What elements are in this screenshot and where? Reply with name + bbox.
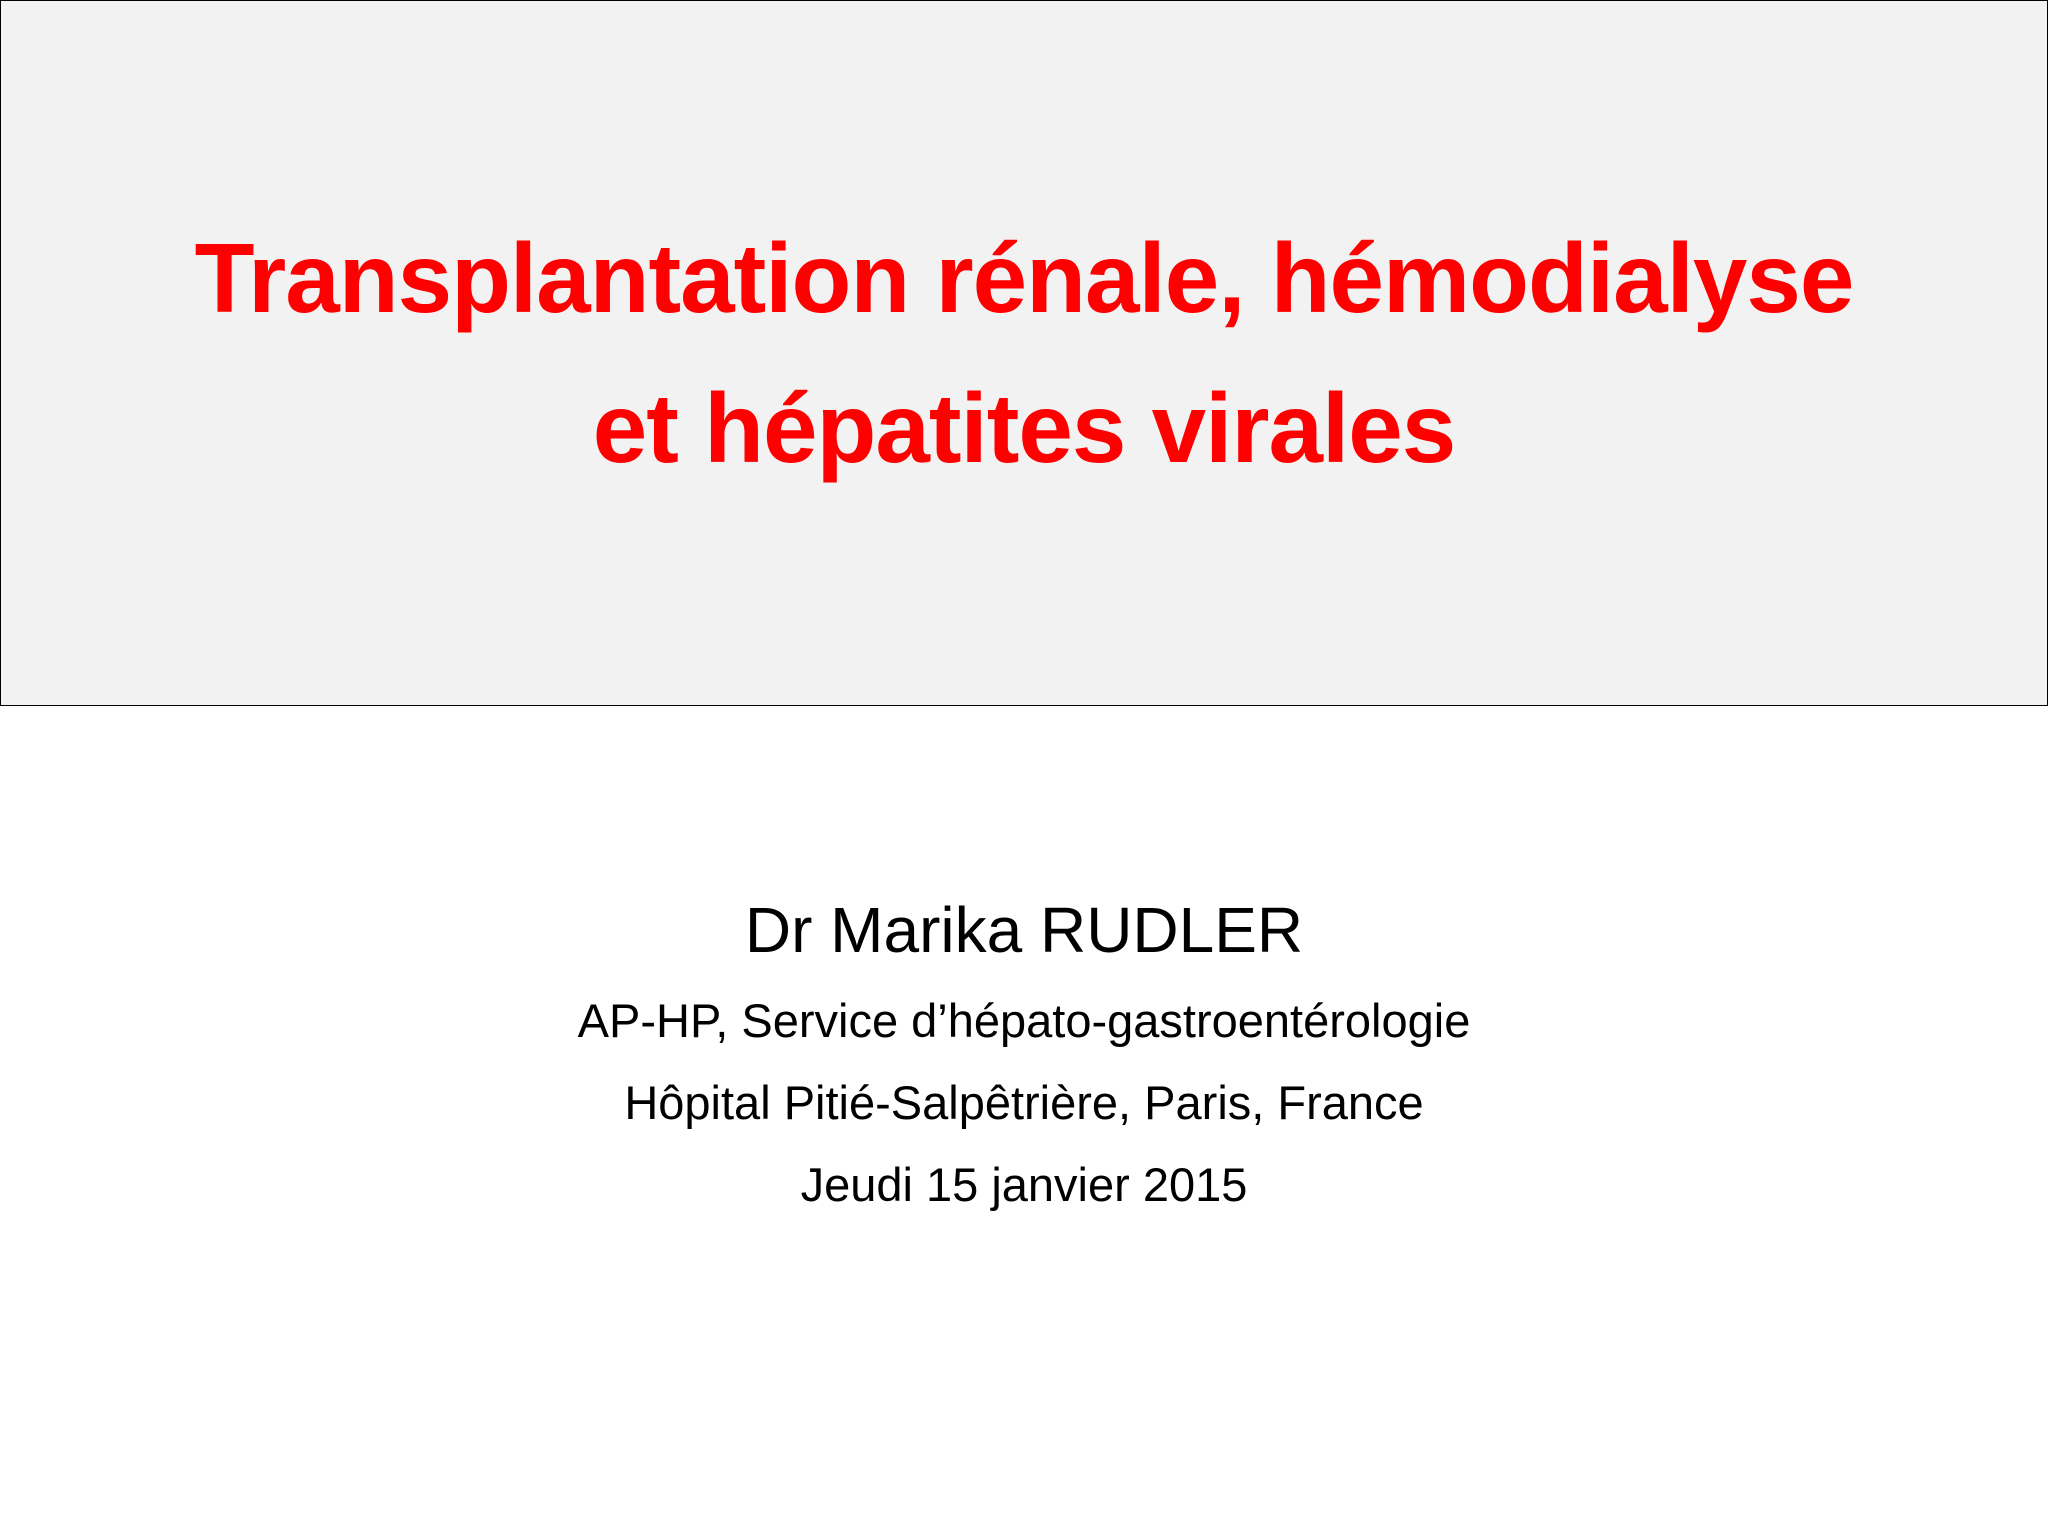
presenter-info (0, 880, 2048, 1226)
title-line-2: et hépatites virales (592, 373, 1456, 483)
affiliation-service: AP-HP, Service d’hépato-gastroentérologie (577, 994, 1471, 1047)
title-box (0, 0, 2048, 706)
author-name: Dr Marika RUDLER (744, 894, 1304, 966)
slide-title (24, 203, 2024, 503)
title-line-1: Transplantation rénale, hémodialyse (194, 223, 1854, 333)
presentation-date: Jeudi 15 janvier 2015 (800, 1158, 1248, 1211)
affiliation-hospital: Hôpital Pitié-Salpêtrière, Paris, France (624, 1076, 1424, 1129)
